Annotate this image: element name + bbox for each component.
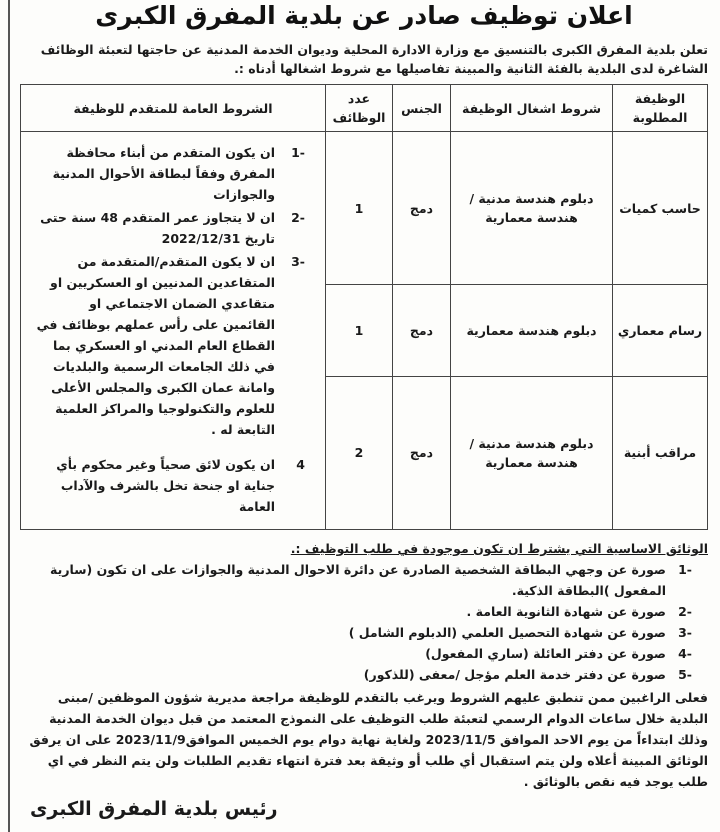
job-gender: دمج [393, 285, 451, 376]
condition-number: -3 [291, 254, 305, 269]
job-title: مراقب أبنية [613, 376, 708, 529]
signature-title: رئيس بلدية المفرق الكبرى [30, 798, 278, 820]
document-number: -1 [678, 562, 692, 577]
condition-text: ان يكون لائق صحياً وغير محكوم بأي جناية او جنحة تخل بالشرف والآداب العامة [56, 457, 275, 514]
table-row [21, 132, 708, 285]
document-text: صورة عن دفتر خدمة العلم مؤجل /معفى (للذكور) [363, 667, 666, 682]
document-number: -3 [678, 625, 692, 640]
header-count: عدد الوظائف [326, 85, 393, 132]
document-text: صورة عن شهادة الثانوية العامة . [466, 604, 666, 619]
document-text: صورة عن وجهي البطاقة الشخصية الصادرة عن دائرة الاحوال المدنية والجوازات على ان تكون (سارية المفعول )البطاقة الذكية. [50, 562, 666, 598]
header-general-conditions: الشروط العامة للمتقدم للوظيفة [21, 85, 326, 132]
document-item [20, 643, 708, 664]
job-conditions: دبلوم هندسة معمارية [451, 285, 613, 376]
general-condition-item [33, 454, 315, 517]
condition-text: ان لا يتجاوز عمر المتقدم 48 سنة حتى تاريخ 2022/12/31 [40, 210, 275, 246]
job-count: 1 [326, 132, 393, 285]
job-title: رسام معماري [613, 285, 708, 376]
closing-paragraph: فعلى الراغبين ممن تنطبق عليهم الشروط ويرغب بالتقدم للوظيفة مراجعة مديرية شؤون الموظفين /مبنى البلدية خلال ساعات الدوام الرسمي لتعبئة طلب التوظيف على النموذج المعتمد من قبل ديوان الخدمة المدنية وذلك ابتداءاً من يوم الاحد الموافق 2023/11/5 ولغاية نهاية دوام يوم الخميس الموافق2023/11/9 على ان يرفق الوثائق المبينة أعلاه ولن يتم استقبال أي طلب أو وثيقة بعد فترة انتهاء تقديم الطلبات ولن يتم النظر في اي طلب يوجد فيه نقص بالوثائق . [29, 690, 708, 789]
condition-number: -2 [291, 210, 305, 225]
document-item [20, 559, 708, 601]
job-gender: دمج [393, 376, 451, 529]
general-conditions-cell [21, 132, 326, 530]
page-edge-line [8, 0, 10, 832]
document-number: -2 [678, 604, 692, 619]
header-conditions: شروط اشغال الوظيفة [451, 85, 613, 132]
document-item [20, 622, 708, 643]
header-gender: الجنس [393, 85, 451, 132]
general-condition-item [33, 207, 315, 249]
jobs-table [20, 84, 708, 530]
general-condition-item [33, 251, 315, 440]
condition-text: ان يكون المتقدم من أبناء محافظة المفرق وفقاً لبطاقة الأحوال المدنية والجوازات [52, 145, 275, 202]
document-number: -4 [678, 646, 692, 661]
job-gender: دمج [393, 132, 451, 285]
document-text: صورة عن دفتر العائلة (ساري المفعول) [425, 646, 666, 661]
intro-paragraph: تعلن بلدية المفرق الكبرى بالتنسيق مع وزارة الادارة المحلية وديوان الخدمة المدنية عن حاجتها لتعبئة الوظائف الشاغرة لدى البلدية بالفئة الثانية والمبينة تفاصيلها مع شروط اشغالها أدناه :. [40, 42, 708, 76]
job-title: حاسب كميات [613, 132, 708, 285]
condition-text: ان لا يكون المتقدم/المتقدمة من المتقاعدين المدنيين او العسكريين او متقاعدي الضمان الاجتماعي او القائمين على رأس عملهم بوظائف في القطاع العام المدني او العسكري بما في ذلك الجامعات الرسمية والبلديات وامانة عمان الكبرى والمجلس الأعلى للعلوم والتكنولوجيا والمراكز العلمية التابعة له . [36, 254, 275, 437]
documents-heading: الوثائق الاساسية التي يشترط ان تكون موجودة في طلب التوظيف :. [290, 541, 708, 556]
document-item [20, 601, 708, 622]
condition-number: 4 [296, 457, 305, 472]
header-job: الوظيفة المطلوبة [613, 85, 708, 132]
required-documents [20, 538, 708, 685]
job-conditions: دبلوم هندسة مدنية /هندسة معمارية [451, 376, 613, 529]
condition-number: -1 [291, 145, 305, 160]
document-number: -5 [678, 667, 692, 682]
document-text: صورة عن شهادة التحصيل العلمي (الدبلوم الشامل ) [348, 625, 666, 640]
general-conditions-list [25, 136, 321, 525]
general-condition-item [33, 142, 315, 205]
job-count: 1 [326, 285, 393, 376]
job-count: 2 [326, 376, 393, 529]
announcement-title: اعلان توظيف صادر عن بلدية المفرق الكبرى [95, 1, 633, 30]
table-header-row [21, 85, 708, 132]
document-item [20, 664, 708, 685]
job-conditions: دبلوم هندسة مدنية /هندسة معمارية [451, 132, 613, 285]
